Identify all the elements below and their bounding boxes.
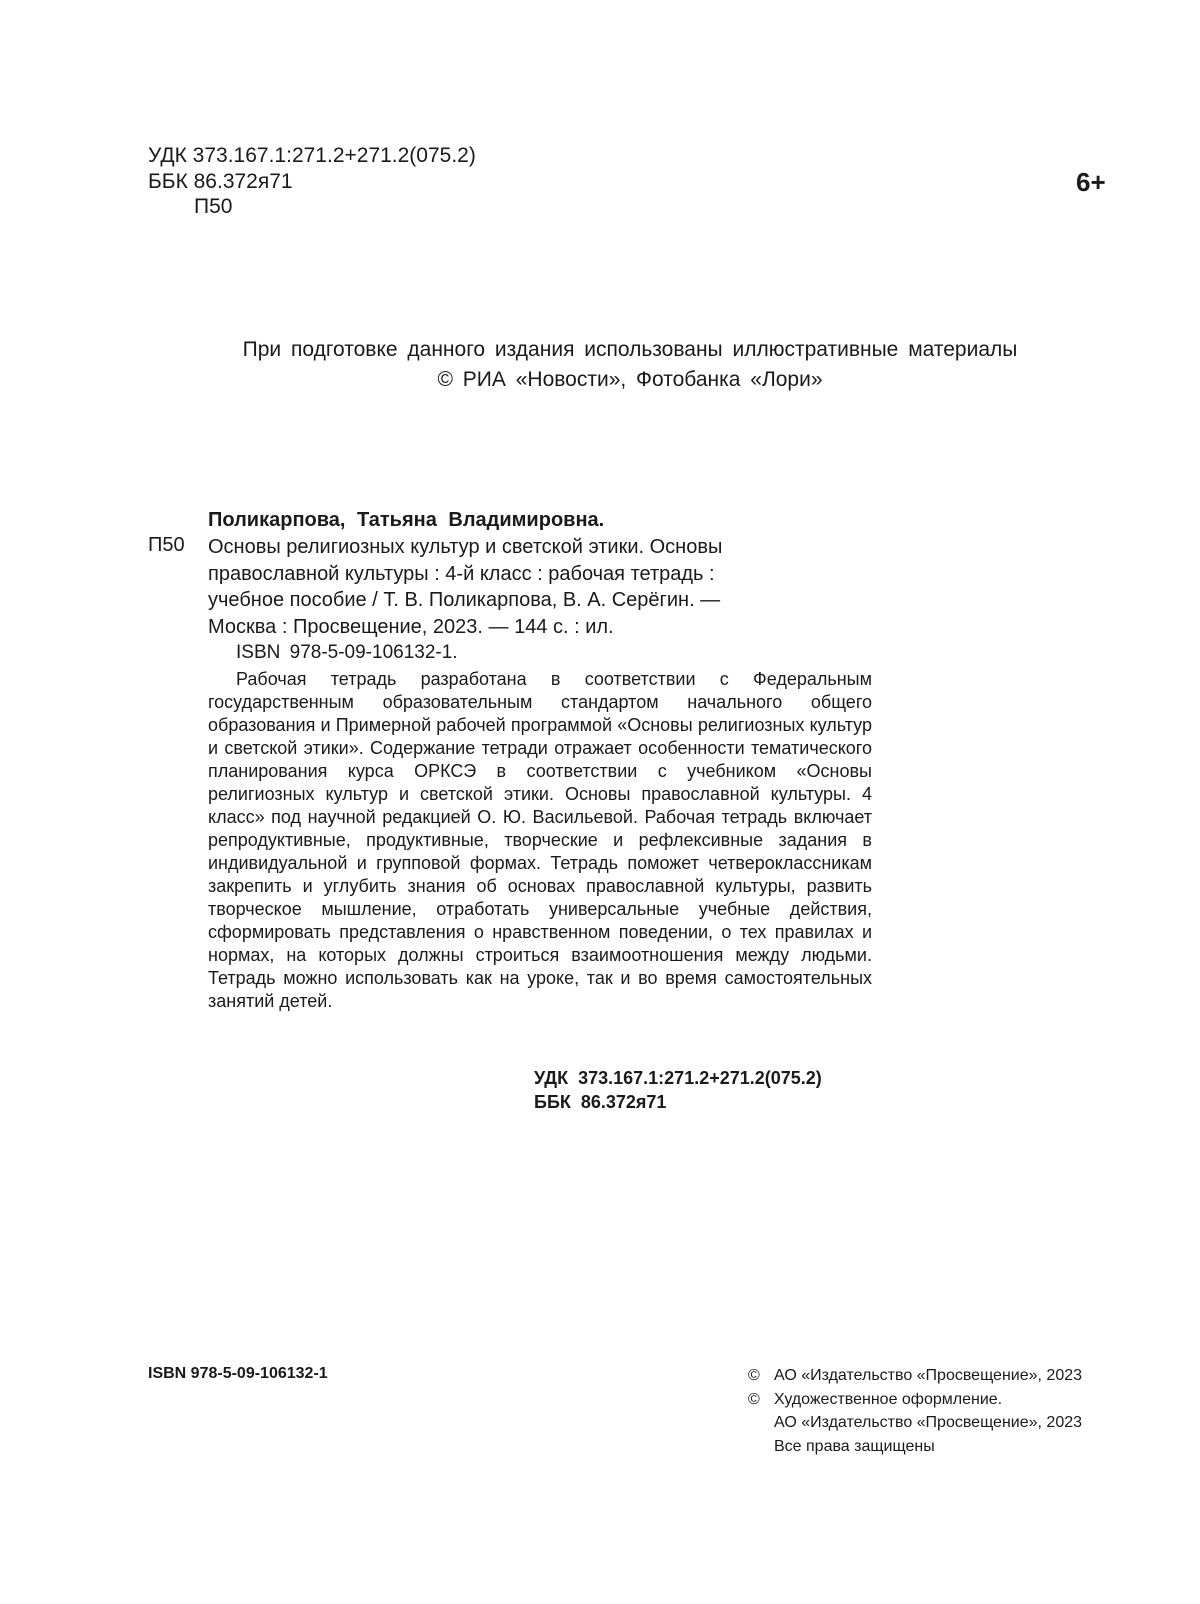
record-classification xyxy=(534,1066,822,1114)
title-line: учебное пособие / Т. В. Поликарпова, В. А. Серёгин. — xyxy=(208,589,721,611)
bibliographic-description xyxy=(208,534,872,640)
record-bbk: ББК 86.372я71 xyxy=(534,1092,667,1112)
record-author: Поликарпова, Татьяна Владимировна. xyxy=(208,509,605,531)
author-sign: П50 xyxy=(194,195,233,218)
rights-reserved: Все права защищены xyxy=(774,1437,935,1455)
title-line: православной культуры : 4-й класс : рабочая тетрадь : xyxy=(208,562,715,585)
record-udk: УДК 373.167.1:271.2+271.2(075.2) xyxy=(534,1068,822,1088)
title-line: Москва : Просвещение, 2023. — 144 с. : ил. xyxy=(208,615,614,638)
copyright-icon: © xyxy=(748,1390,760,1408)
title-line: Основы религиозных культур и светской этики. Основы xyxy=(208,536,723,558)
copyright-design: Художественное оформление. xyxy=(774,1390,1003,1408)
annotation xyxy=(208,668,872,1013)
copyright-block xyxy=(748,1364,1082,1458)
udk-code: УДК 373.167.1:271.2+271.2(075.2) xyxy=(148,144,476,167)
copyright-design-publisher: АО «Издательство «Просвещение», 2023 xyxy=(774,1414,1083,1431)
credits-line-2: © РИА «Новости», Фотобанка «Лори» xyxy=(437,368,823,391)
copyright-icon: © xyxy=(748,1367,760,1384)
copyright-publisher: АО «Издательство «Просвещение», 2023 xyxy=(774,1367,1083,1384)
annotation-text: Рабочая тетрадь разработана в соответствии с Федеральным государственным образовательным стандартом начального общего образования и Примерной рабочей программой «Основы религиозных культур и светской этики». Содержание тетради отражает особенности тематического планирования курса ОРКСЭ в соответствии с учебником «Основы религиозных культур и светской этики. Основы православной культуры. 4 класс» под научной редакцией О. Ю. Васильевой. Рабочая тетрадь включает репродуктивные, продуктивные, творческие и рефлексивные задания в индивидуальной и групповой формах. Тетрадь поможет четвероклассникам закрепить и углубить знания об основах православной культуры, развить творческое мышление, отработать универсальные учебные действия, сформировать представления о нравственном поведении, о тех правилах и нормах, на которых должны строиться взаимоотношения между людьми. Тетрадь можно использовать как на уроке, так и во время самостоятельных занятий детей. xyxy=(208,669,872,1011)
classification-codes xyxy=(148,143,476,220)
footer-isbn: ISBN 978-5-09-106132-1 xyxy=(148,1365,328,1382)
record-author-sign: П50 xyxy=(148,534,185,556)
bbk-code: ББК 86.372я71 xyxy=(148,169,293,193)
credits-line-1: При подготовке данного издания использованы иллюстративные материалы xyxy=(242,338,1018,361)
age-rating: 6+ xyxy=(1076,167,1106,197)
record-isbn: ISBN 978-5-09-106132-1. xyxy=(236,642,458,663)
illustration-credits xyxy=(0,335,1200,395)
